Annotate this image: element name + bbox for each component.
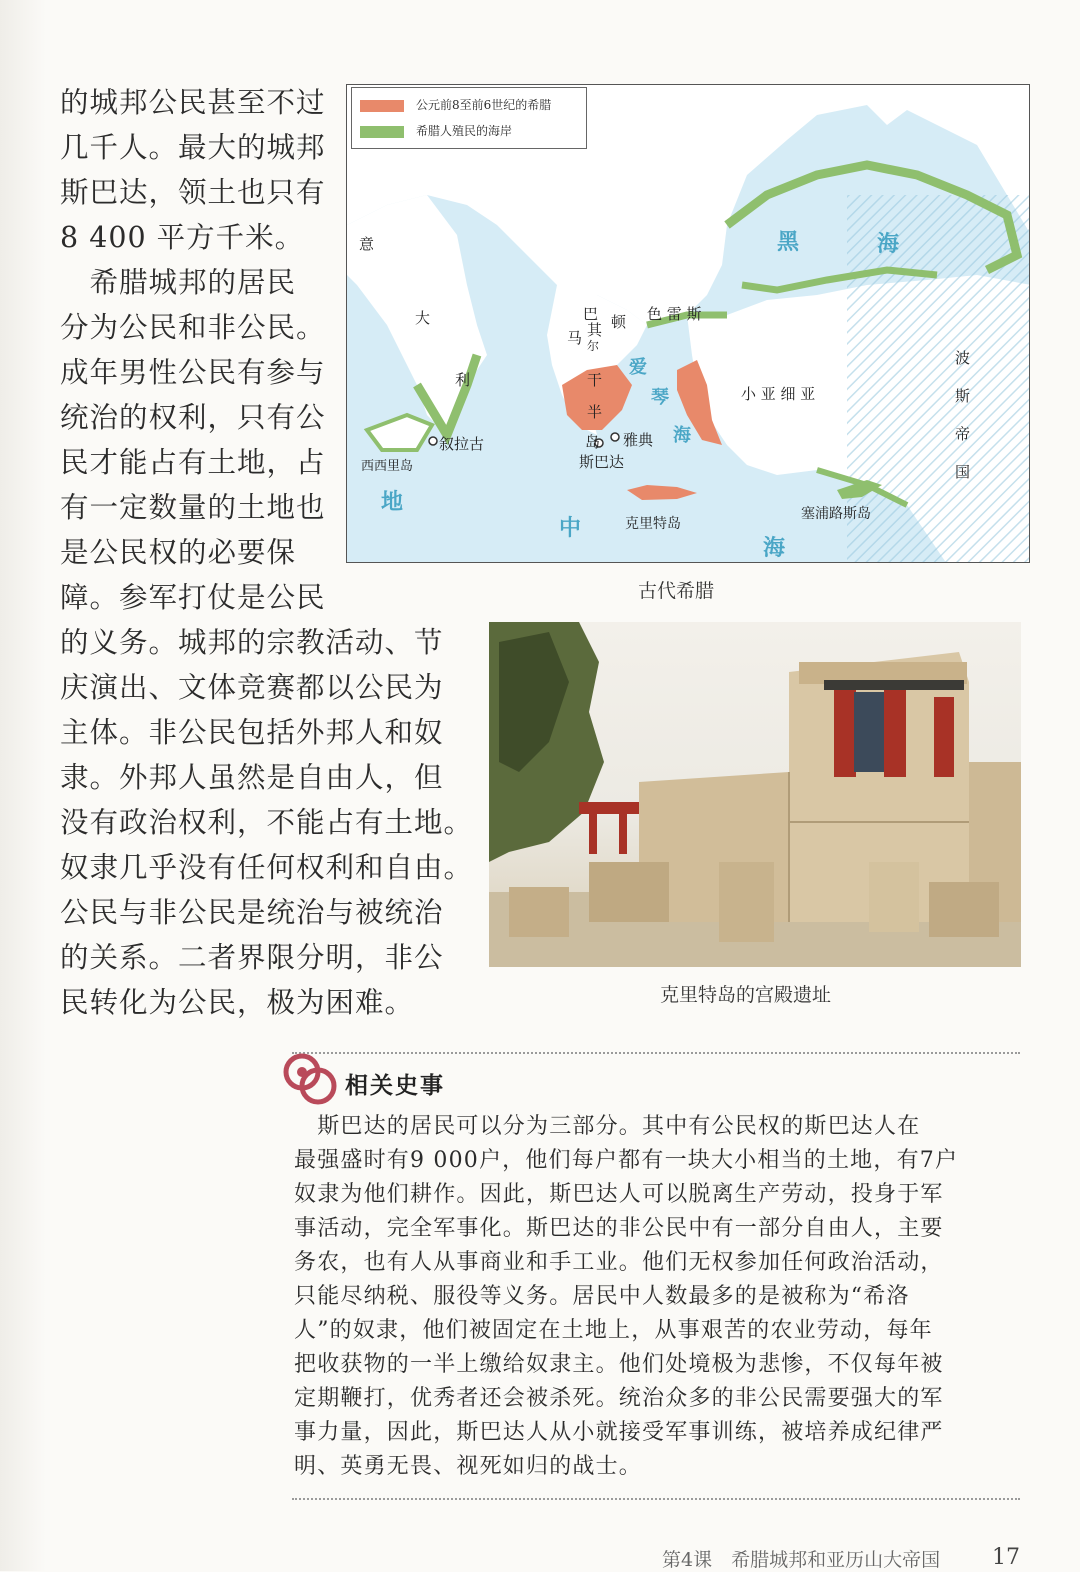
main-text-line: 的城邦公民甚至不过 xyxy=(60,86,326,119)
map-label-syracuse: 叙拉古 xyxy=(439,435,485,453)
footer-lesson-title: 第4课 希腊城邦和亚历山大帝国 xyxy=(662,1549,941,1571)
map-label-aegean: 琴 xyxy=(651,387,669,408)
map-label-mediterranean: 中 xyxy=(559,515,582,541)
main-text-line: 障。参军打仗是公民 xyxy=(60,581,326,614)
main-text-line: 公民与非公民是统治与被统治 xyxy=(60,896,444,929)
map-label-persia: 国 xyxy=(955,463,971,481)
main-text-line: 奴隶几乎没有任何权利和自由。 xyxy=(60,851,474,884)
map-label-thrace: 色 雷 斯 xyxy=(647,305,702,323)
map-label-peninsula: 岛 xyxy=(585,433,601,451)
map-label-crete: 克里特岛 xyxy=(625,516,681,532)
main-text-line: 有一定数量的土地也 xyxy=(60,491,326,524)
related-history-icon xyxy=(280,1048,340,1108)
main-text-line: 是公民权的必要保 xyxy=(60,536,297,569)
box-text-line: 只能尽纳税、服役等义务。居民中人数最多的是被称为“希洛 xyxy=(294,1284,910,1309)
main-text-line: 8 400 平方千米。 xyxy=(60,221,305,254)
box-text-line: 把收获物的一半上缴给奴隶主。他们处境极为悲惨，不仅每年被 xyxy=(294,1352,944,1377)
map-label-persia: 波 xyxy=(955,349,971,367)
map-label-balkan: 巴 xyxy=(583,305,599,323)
main-text-line: 的义务。城邦的宗教活动、节 xyxy=(60,626,444,659)
legend-swatch-orange xyxy=(360,100,404,112)
map-label-mediterranean: 海 xyxy=(763,535,786,561)
photo-caption: 克里特岛的宫殿遗址 xyxy=(660,984,832,1006)
map-label-italy: 意 xyxy=(359,235,375,253)
map-label-italy: 大 xyxy=(415,309,431,327)
photo-illustration xyxy=(489,622,1021,967)
map-label-macedonia: 其 xyxy=(587,321,603,339)
main-text-line: 的关系。二者界限分明，非公 xyxy=(60,941,444,974)
related-history-title: 相关史事 xyxy=(345,1073,445,1099)
map-label-peninsula: 干 xyxy=(587,371,603,389)
map-label-cyprus: 塞浦路斯岛 xyxy=(801,506,871,522)
box-text-line: 事力量，因此，斯巴达人从小就接受军事训练，被培养成纪律严 xyxy=(294,1420,944,1445)
page-number: 17 xyxy=(992,1545,1020,1570)
box-text-line: 务农，也有人从事商业和手工业。他们无权参加任何政治活动， xyxy=(294,1250,944,1275)
main-text-line: 庆演出、文体竞赛都以公民为 xyxy=(60,671,444,704)
map-label-black-sea: 海 xyxy=(877,231,900,257)
page-gutter-shade xyxy=(0,0,46,1571)
box-bottom-divider xyxy=(292,1498,1020,1500)
map-label-macedonia: 顿 xyxy=(611,313,627,331)
box-text-line: 人”的奴隶，他们被固定在土地上，从事艰苦的农业劳动，每年 xyxy=(294,1318,933,1343)
map-drawing xyxy=(347,85,1030,563)
map-label-sparta: 斯巴达 xyxy=(579,453,625,471)
box-text-line: 斯巴达的居民可以分为三部分。其中有公民权的斯巴达人在 xyxy=(294,1114,921,1139)
map-label-asia-minor: 小 亚 细 亚 xyxy=(741,385,816,403)
map-label-aegean: 海 xyxy=(673,425,691,446)
main-text-line: 希腊城邦的居民 xyxy=(60,266,297,299)
map-label-persia: 斯 xyxy=(955,387,971,405)
map-label-italy: 利 xyxy=(455,371,471,389)
box-text-line: 最强盛时有9 000户，他们每户都有一块大小相当的土地，有7户 xyxy=(294,1148,959,1173)
map-label-sicily: 西西里岛 xyxy=(361,459,414,474)
box-text-line: 事活动，完全军事化。斯巴达的非公民中有一部分自由人，主要 xyxy=(294,1216,944,1241)
main-text-line: 民转化为公民，极为困难。 xyxy=(60,986,415,1019)
map-label-balkan: 尔 xyxy=(587,339,600,353)
legend-swatch-green xyxy=(360,126,404,138)
legend-label: 希腊人殖民的海岸 xyxy=(416,124,513,138)
map-label-black-sea: 黑 xyxy=(777,229,800,255)
crete-palace-photo xyxy=(489,622,1021,967)
main-text-line: 没有政治权利，不能占有土地。 xyxy=(60,806,474,839)
legend-label: 公元前8至前6世纪的希腊 xyxy=(416,98,552,112)
map-label-persia: 帝 xyxy=(955,425,971,443)
map-label-macedonia: 马 xyxy=(567,329,583,347)
ancient-greece-map xyxy=(346,84,1030,563)
main-text-line: 成年男性公民有参与 xyxy=(60,356,326,389)
map-label-mediterranean: 地 xyxy=(381,489,404,515)
box-text-line: 明、英勇无畏、视死如归的战士。 xyxy=(294,1454,643,1479)
map-caption: 古代希腊 xyxy=(638,580,715,602)
box-top-divider xyxy=(292,1052,1020,1054)
box-text-line: 奴隶为他们耕作。因此，斯巴达人可以脱离生产劳动，投身于军 xyxy=(294,1182,944,1207)
main-text-line: 分为公民和非公民。 xyxy=(60,311,326,344)
main-text-line: 几千人。最大的城邦 xyxy=(60,131,326,164)
main-text-line: 斯巴达，领土也只有 xyxy=(60,176,326,209)
main-text-line: 隶。外邦人虽然是自由人，但 xyxy=(60,761,444,794)
legend-item-greece xyxy=(360,96,551,114)
map-label-aegean: 爱 xyxy=(629,357,647,378)
main-text-line: 主体。非公民包括外邦人和奴 xyxy=(60,716,444,749)
main-text-line: 统治的权利，只有公 xyxy=(60,401,326,434)
map-label-peninsula: 半 xyxy=(587,403,603,421)
map-legend xyxy=(351,87,587,149)
legend-item-colonies xyxy=(360,122,512,140)
box-text-line: 定期鞭打，优秀者还会被杀死。统治众多的非公民需要强大的军 xyxy=(294,1386,944,1411)
map-label-athens: 雅典 xyxy=(623,431,654,449)
main-text-line: 民才能占有土地，占 xyxy=(60,446,326,479)
